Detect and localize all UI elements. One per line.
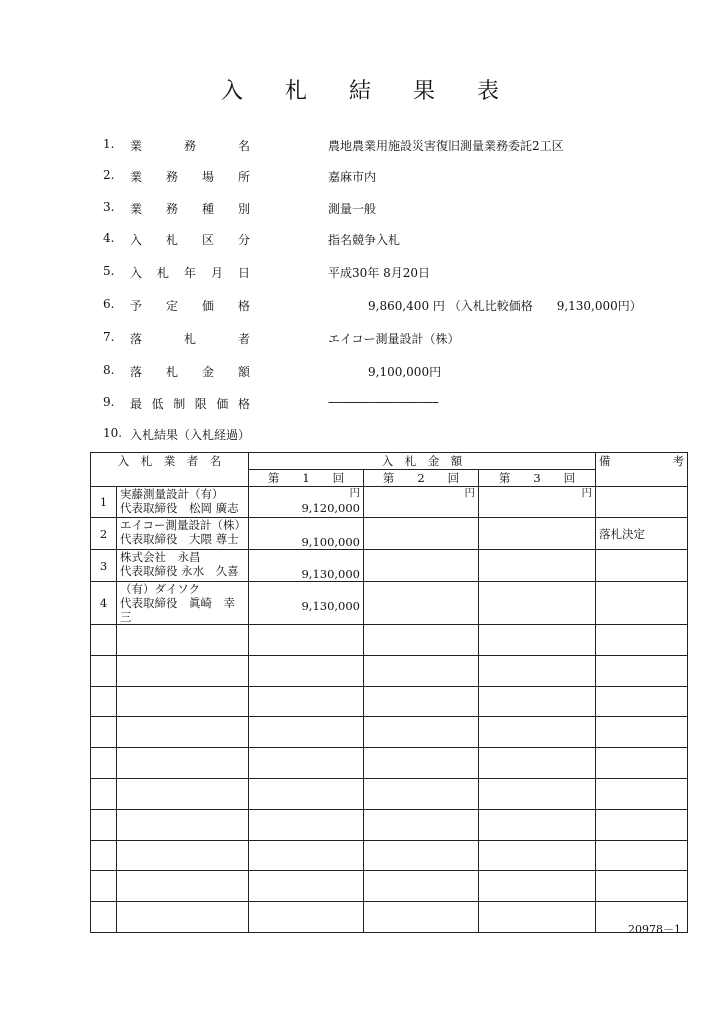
round1-cell: [249, 582, 364, 625]
item-label-char: 予: [130, 299, 143, 313]
row-number: [91, 686, 117, 717]
row-number: [91, 809, 117, 840]
remarks-cell: [596, 655, 688, 686]
table-row: [91, 717, 688, 748]
round3-cell: [479, 487, 596, 518]
item-value: 9,100,000円: [368, 365, 442, 379]
item-label: [130, 200, 250, 217]
item-value: 測量一般: [328, 202, 377, 216]
bid-amount: 9,130,000: [301, 567, 360, 581]
title-char: 入: [220, 79, 243, 104]
item-number: 4.: [103, 231, 115, 245]
item-label-char: 別: [237, 202, 250, 216]
round1-cell: [249, 748, 364, 779]
round3-cell: [479, 550, 596, 582]
round1-cell: [249, 625, 364, 656]
round3-cell: [479, 840, 596, 871]
round2-cell: [364, 625, 479, 656]
item-label-char: 入: [130, 233, 143, 247]
company-name: 実藤測量設計（有）: [120, 487, 224, 501]
table-row: [91, 871, 688, 902]
company-cell: [117, 518, 249, 550]
item-label: [130, 264, 250, 281]
item-label-char: 札: [183, 332, 196, 346]
company-cell: [117, 487, 249, 518]
company-cell: [117, 582, 249, 625]
item-value: ------------------------------------: [328, 395, 438, 409]
round1-cell: [249, 778, 364, 809]
round1-cell: [249, 655, 364, 686]
round1-cell: [249, 550, 364, 582]
item-value: 9,860,400 円 （入札比較価格 9,130,000円）: [368, 299, 642, 313]
table-row: [91, 686, 688, 717]
row-number: [91, 902, 117, 933]
item-label-char: 入: [130, 266, 143, 280]
item-number: 2.: [103, 168, 115, 182]
header-amount: 入 札 金 額: [249, 453, 596, 470]
yen-unit: 円: [464, 487, 475, 499]
item-label-char: 業: [130, 170, 143, 184]
company-cell: [117, 655, 249, 686]
round1-cell: [249, 902, 364, 933]
item-label-char: 区: [201, 233, 214, 247]
row-number: 3: [91, 550, 117, 582]
row-number: 4: [91, 582, 117, 625]
item-number: 8.: [103, 363, 115, 377]
representative: 代表取締役 松岡 廣志: [120, 501, 239, 515]
remarks-cell: [596, 625, 688, 656]
round3-cell: [479, 902, 596, 933]
round1-cell: [249, 809, 364, 840]
table-row: [91, 487, 688, 518]
remarks-cell: [596, 748, 688, 779]
item-label-char: 最: [130, 397, 143, 411]
round1-cell: [249, 717, 364, 748]
page-title: [0, 74, 720, 105]
row-number: [91, 717, 117, 748]
item-label-char: 札: [156, 266, 169, 280]
round2-cell: [364, 550, 479, 582]
table-row: [91, 902, 688, 933]
table-row: [91, 550, 688, 582]
round3-cell: [479, 655, 596, 686]
company-cell: [117, 840, 249, 871]
company-name: 株式会社 永昌: [120, 550, 201, 564]
bid-results-table: [90, 452, 688, 933]
company-cell: [117, 778, 249, 809]
item-value: 平成30年 8月20日: [328, 266, 430, 280]
item-label: [130, 168, 250, 185]
item-label-char: 入札結果（入札経過）: [130, 428, 251, 442]
company-cell: [117, 686, 249, 717]
round3-cell: [479, 686, 596, 717]
round2-cell: [364, 902, 479, 933]
round2-cell: [364, 655, 479, 686]
remarks-cell: [596, 686, 688, 717]
remarks-cell: [596, 871, 688, 902]
item-number: 6.: [103, 297, 115, 311]
round2-cell: [364, 809, 479, 840]
item-label-char: 定: [165, 299, 178, 313]
item-label-char: 種: [201, 202, 214, 216]
item-label: [130, 395, 250, 412]
remarks-cell: [596, 778, 688, 809]
round2-cell: [364, 748, 479, 779]
item-label-char: 札: [165, 365, 178, 379]
round1-cell: [249, 840, 364, 871]
round2-cell: [364, 686, 479, 717]
row-number: [91, 778, 117, 809]
round3-cell: [479, 748, 596, 779]
round2-cell: [364, 871, 479, 902]
round1-cell: [249, 487, 364, 518]
item-label-char: 価: [201, 299, 214, 313]
header-round-2: 第 2 回: [364, 470, 479, 487]
item-value: 農地農業用施設災害復旧測量業務委託2工区: [328, 139, 564, 153]
item-label-char: 務: [165, 202, 178, 216]
item-value: 嘉麻市内: [328, 170, 377, 184]
bid-amount: 9,120,000: [301, 501, 360, 515]
company-name: エイコー測量設計（株）: [120, 518, 247, 532]
company-cell: [117, 550, 249, 582]
round2-cell: [364, 717, 479, 748]
remarks-cell: [596, 717, 688, 748]
item-number: 7.: [103, 330, 115, 344]
row-number: [91, 871, 117, 902]
representative: 代表取締役 眞崎 幸三: [120, 596, 235, 624]
item-value: 指名競争入札: [328, 233, 401, 247]
company-cell: [117, 809, 249, 840]
item-label-char: 月: [210, 266, 223, 280]
title-char: 札: [284, 79, 307, 104]
round2-cell: [364, 582, 479, 625]
item-number: 5.: [103, 264, 115, 278]
company-cell: [117, 625, 249, 656]
item-label-char: 務: [165, 170, 178, 184]
remarks-cell: [596, 582, 688, 625]
row-number: [91, 655, 117, 686]
round3-cell: [479, 625, 596, 656]
header-company: 入 札 業 者 名: [91, 453, 249, 487]
item-label-char: 札: [165, 233, 178, 247]
item-label-char: 額: [237, 365, 250, 379]
row-number: [91, 840, 117, 871]
item-label-char: 限: [194, 397, 207, 411]
item-number: 9.: [103, 395, 115, 409]
company-cell: [117, 717, 249, 748]
round3-cell: [479, 518, 596, 550]
row-number: 1: [91, 487, 117, 518]
item-number: 1.: [103, 137, 115, 151]
remarks-cell: [596, 487, 688, 518]
bid-amount: 9,130,000: [301, 599, 360, 613]
item-label-char: 格: [237, 397, 250, 411]
representative: 代表取締役 永水 久喜: [120, 564, 239, 578]
header-round-1: 第 1 回: [249, 470, 364, 487]
company-name: （有）ダイソク: [120, 582, 201, 596]
header-round-3: 第 3 回: [479, 470, 596, 487]
round2-cell: [364, 778, 479, 809]
item-number: 10.: [103, 426, 123, 440]
row-number: [91, 625, 117, 656]
item-label-char: 年: [183, 266, 196, 280]
item-label-char: 制: [173, 397, 186, 411]
remarks-cell: [596, 809, 688, 840]
round3-cell: [479, 871, 596, 902]
yen-unit: 円: [581, 487, 593, 499]
item-label-char: 名: [237, 139, 250, 153]
item-label-char: 業: [130, 139, 143, 153]
item-label-char: 業: [130, 202, 143, 216]
table-row: [91, 748, 688, 779]
item-label: [130, 297, 250, 314]
representative: 代表取締役 大隈 尊士: [120, 532, 239, 546]
round1-cell: [249, 871, 364, 902]
item-number: 3.: [103, 200, 115, 214]
title-char: 結: [348, 79, 371, 104]
round2-cell: [364, 487, 479, 518]
table-row: [91, 625, 688, 656]
item-label-char: 務: [183, 139, 196, 153]
table-row: [91, 778, 688, 809]
round2-cell: [364, 518, 479, 550]
item-label: [130, 363, 250, 380]
round3-cell: [479, 717, 596, 748]
item-label-char: 落: [130, 365, 143, 379]
item-value: エイコー測量設計（株）: [328, 332, 460, 346]
round1-cell: [249, 686, 364, 717]
round3-cell: [479, 778, 596, 809]
item-label-char: 日: [237, 266, 250, 280]
item-label-char: 分: [237, 233, 250, 247]
item-label-char: 者: [237, 332, 250, 346]
item-label-char: 場: [201, 170, 214, 184]
item-label-char: 所: [237, 170, 250, 184]
round2-cell: [364, 840, 479, 871]
round1-cell: [249, 518, 364, 550]
company-cell: [117, 748, 249, 779]
round3-cell: [479, 809, 596, 840]
document-number: 20978－1: [628, 923, 681, 936]
item-label: [130, 137, 250, 154]
item-label-char: 低: [151, 397, 164, 411]
remarks-cell: [596, 840, 688, 871]
table-row: [91, 518, 688, 550]
table-row: [91, 840, 688, 871]
round3-cell: [479, 582, 596, 625]
title-char: 表: [476, 79, 499, 104]
item-label: [130, 330, 250, 347]
item-label-char: 価: [216, 397, 229, 411]
company-cell: [117, 902, 249, 933]
header-remarks: 備 考: [596, 453, 688, 487]
table-row: [91, 582, 688, 625]
table-row: [91, 809, 688, 840]
item-label-char: 格: [237, 299, 250, 313]
remarks-text: 落札決定: [599, 527, 646, 541]
remarks-cell: [596, 550, 688, 582]
remarks-cell: [596, 518, 688, 550]
item-label-char: 金: [201, 365, 214, 379]
item-label: [130, 426, 250, 443]
title-char: 果: [412, 79, 435, 104]
row-number: 2: [91, 518, 117, 550]
item-label-char: 落: [130, 332, 143, 346]
item-label: [130, 231, 250, 248]
table-row: [91, 655, 688, 686]
yen-unit: 円: [349, 487, 360, 499]
bid-amount: 9,100,000: [301, 535, 360, 549]
company-cell: [117, 871, 249, 902]
row-number: [91, 748, 117, 779]
